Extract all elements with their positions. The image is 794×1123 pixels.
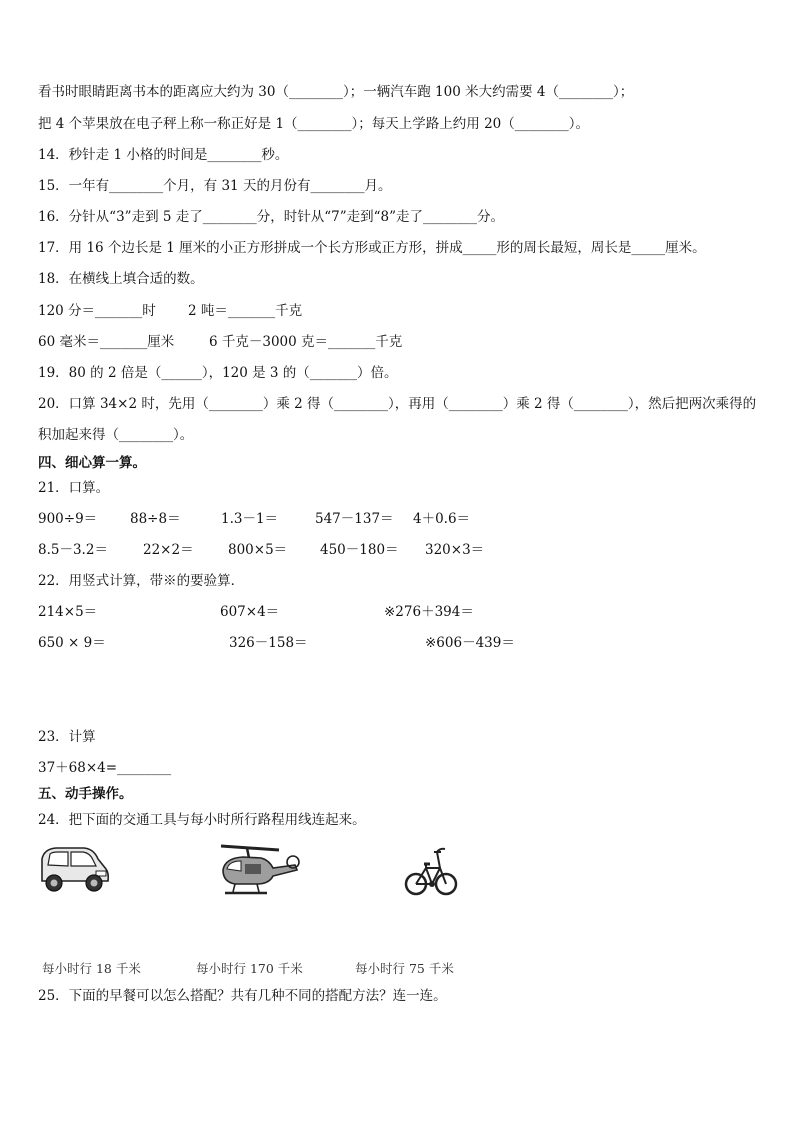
text-line: 把 4 个苹果放在电子秤上称一称正好是 1（________）；每天上学路上约用 20（________）。 [38,116,590,132]
question-18: 18．在横线上填合适的数。 [38,271,204,287]
fill-item: 60 毫米＝_______厘米 [38,334,175,350]
oral-item: 88÷8＝ [130,511,181,527]
oral-item: 547－137＝ [315,511,394,527]
question-14: 14．秒针走 1 小格的时间是________秒。 [38,147,289,163]
question-25: 25．下面的早餐可以怎么搭配？共有几种不同的搭配方法？连一连。 [38,988,447,1004]
oral-item: 8.5－3.2＝ [38,542,108,558]
oral-item: 900÷9＝ [38,511,98,527]
oral-item: 800×5＝ [228,542,288,558]
text-line: 看书时眼睛距离书本的距离应大约为 30（________）；一辆汽车跑 100 米大约需要 4（________）； [38,84,634,100]
question-23: 23．计算 [38,729,96,745]
car-icon [36,843,112,895]
fill-item: 2 吨＝_______千克 [188,303,303,319]
question-17: 17．用 16 个边长是 1 厘米的小正方形拼成一个长方形或正方形，拼成_____形的周长最短，周长是_____厘米。 [38,240,706,256]
vertical-calc-item: ※276＋394＝ [384,604,474,620]
oral-item: 4＋0.6＝ [413,511,471,527]
speed-label: 每小时行 18 千米 [42,961,141,976]
vertical-calc-item: 326－158＝ [229,635,308,651]
oral-item: 320×3＝ [425,542,485,558]
question-20: 20．口算 34×2 时，先用（________）乘 2 得（________），再用（________）乘 2 得（________），然后把两次乘得的 [38,396,757,412]
oral-item: 1.3－1＝ [221,511,279,527]
fill-item: 6 千克－3000 克＝_______千克 [209,334,403,350]
fill-item: 120 分＝_______时 [38,303,156,319]
vertical-calc-item: 607×4＝ [220,604,280,620]
oral-item: 450－180＝ [320,542,399,558]
question-22: 22．用竖式计算，带※的要验算． [38,573,245,589]
vertical-calc-item: ※606－439＝ [425,635,515,651]
question-20-cont: 积加起来得（________）。 [38,427,194,443]
calc-item: 37＋68×4=________ [38,760,172,776]
bicycle-icon [404,840,458,900]
vertical-calc-item: 650 × 9＝ [38,635,106,651]
helicopter-icon [217,840,301,900]
speed-label: 每小时行 75 千米 [355,961,454,976]
oral-item: 22×2＝ [143,542,194,558]
question-21: 21．口算。 [38,480,110,496]
vertical-calc-item: 214×5＝ [38,604,98,620]
question-15: 15．一年有________个月，有 31 天的月份有________月。 [38,178,392,194]
question-19: 19．80 的 2 倍是（______），120 是 3 的（_______）倍。 [38,365,398,381]
section-5-heading: 五、动手操作。 [38,786,133,802]
question-24: 24．把下面的交通工具与每小时所行路程用线连起来。 [38,812,366,828]
section-4-heading: 四、细心算一算。 [38,455,146,471]
question-16: 16．分针从“3”走到 5 走了________分，时针从“7”走到“8”走了________分。 [38,209,505,225]
speed-label: 每小时行 170 千米 [196,961,303,976]
